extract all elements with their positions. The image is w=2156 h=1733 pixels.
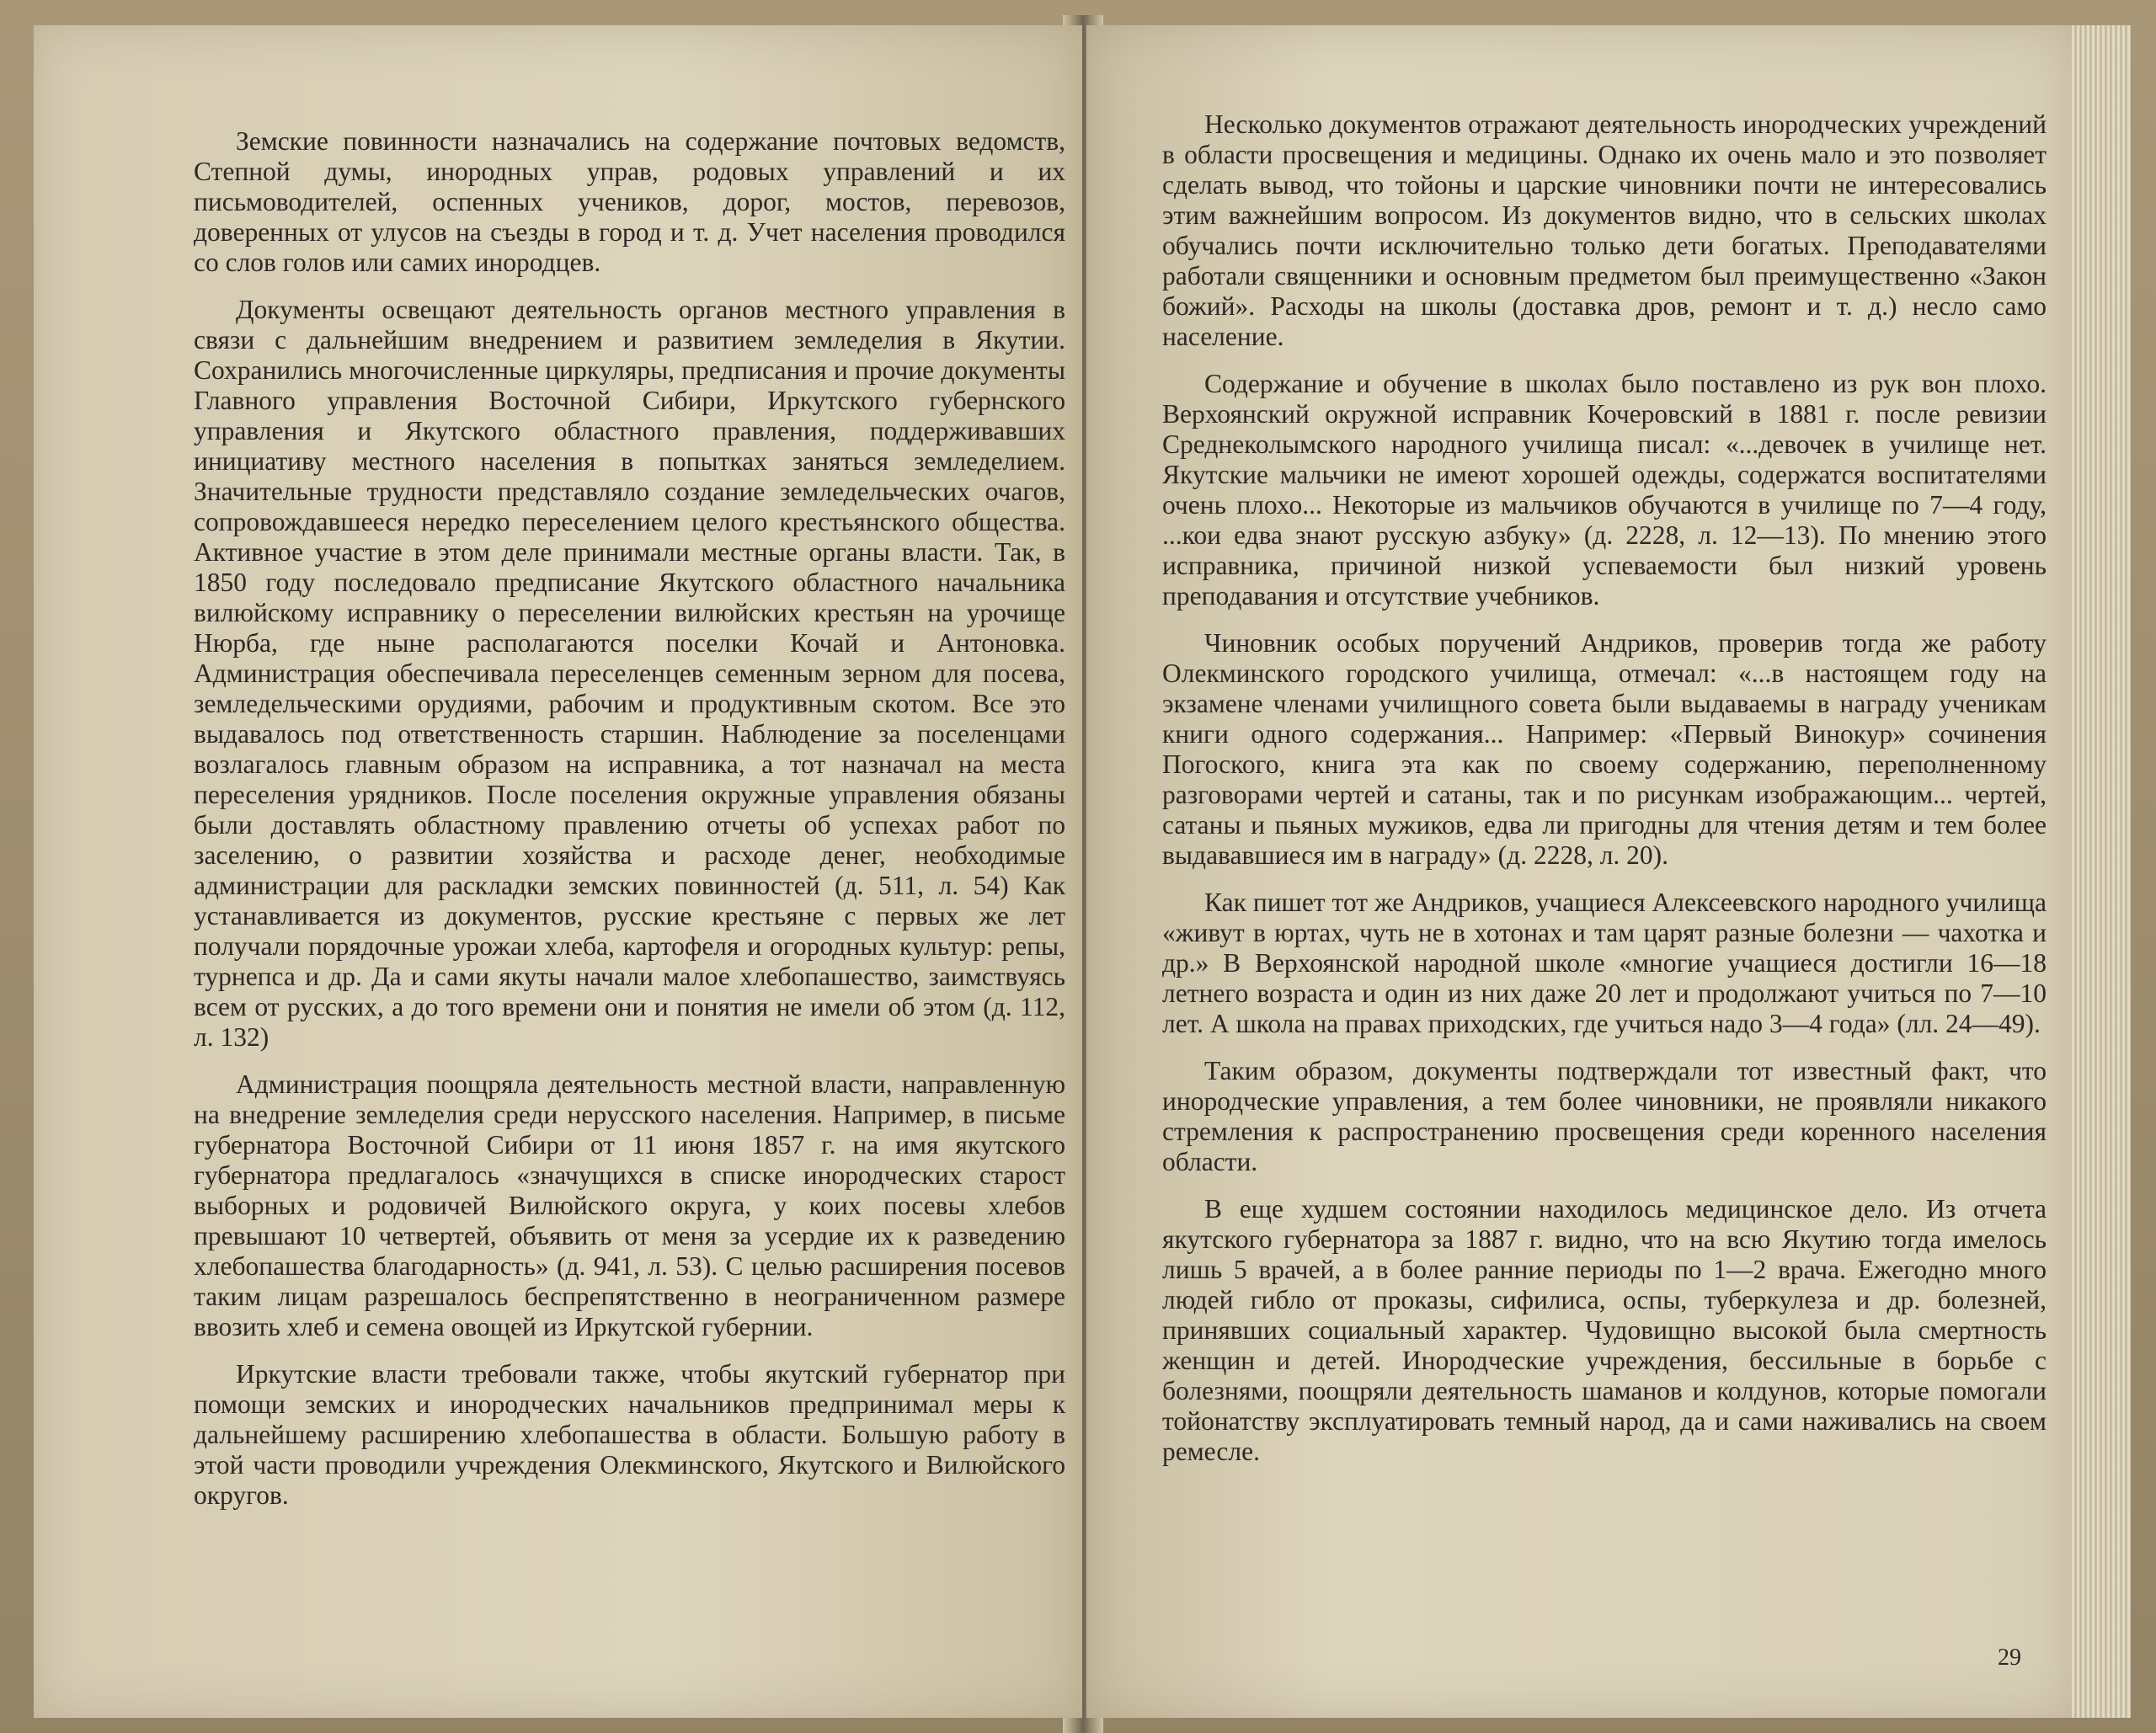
right-page (1086, 25, 2072, 1718)
paragraph: Документы освещают деятельность органов местного управления в связи с дальнейшим внедрением и развитием земледелия в Якутии. Сохранились многочисленные циркуляры, предписания и прочие документы Главного управления Восточной Сибири, Иркутского губернского управления и Якутского областного правления, поддерживавших инициативу местного населения в попытках заняться земледелием. Значительные трудности представляло создание земледельческих очагов, сопровождавшееся нередко переселением целого крестьянского общества. Активное участие в этом деле принимали местные органы власти. Так, в 1850 году последовало предписание Якутского областного начальника вилюйскому исправнику о переселении вилюйских крестьян на урочище Нюрба, где ныне располагаются поселки Кочай и Антоновка. Администрация обеспечивала переселенцев семенным зерном для посева, земледельческими орудиями, рабочим и продуктивным скотом. Все это выдавалось под ответственность старшин. Наблюдение за поселенцами возлагалось главным образом на исправника, а тот назначал на места переселения урядников. После поселения окружные управления обязаны были доставлять областному правлению отчеты об успехах работ по заселению, о развитии хозяйства и расходе денег, необходимые администрации для раскладки земских повинностей (д. 511, л. 54) Как устанавливается из документов, русские крестьяне с первых же лет получали порядочные урожаи хлеба, картофеля и огородных культур: репы, турнепса и др. Да и сами якуты начали малое хлебопашество, заимствуясь всем от русских, а до того времени они и понятия не имели об этом (д. 112, л. 132) (194, 295, 1065, 1052)
paragraph: Земские повинности назначались на содержание почтовых ведомств, Степной думы, инородных управ, родовых управлений и их письмоводителей, оспенных учеников, дорог, мостов, перевозов, доверенных от улусов на съезды в город и т. д. Учет населения проводился со слов голов или самих инородцев. (194, 126, 1065, 277)
paragraph: Чиновник особых поручений Андриков, проверив тогда же работу Олекминского городского училища, отмечал: «...в настоящем году на экзамене членами училищного совета были выдаваемы в награду ученикам книги одного содержания... Например: «Первый Винокур» сочинения Погоского, книга эта как по своему содержанию, переполненному разговорами чертей и сатаны, так и по рисункам изображающим... чертей, сатаны и пьяных мужиков, едва ли пригодны для чтения детям и тем более выдававшиеся им в награду» (д. 2228, л. 20). (1162, 628, 2047, 870)
left-page (34, 25, 1082, 1718)
paragraph: Администрация поощряла деятельность местной власти, направленную на внедрение земледелия среди нерусского населения. Например, в письме губернатора Восточной Сибири от 11 июня 1857 г. на имя якутского губернатора предлагалось «значущихся в списке инородческих старост выборных и родовичей Вилюйского округа, у коих посевы хлебов превышают 10 четвертей, объявить от меня за усердие их к разведению хлебопашества благодарность» (д. 941, л. 53). С целью расширения посевов таким лицам разрешалось беспрепятственно в неограниченном размере ввозить хлеб и семена овощей из Иркутской губернии. (194, 1069, 1065, 1341)
paragraph: Как пишет тот же Андриков, учащиеся Алексеевского народного училища «живут в юртах, чуть не в хотонах и там царят разные болезни — чахотка и др.» В Верхоянской народной школе «многие учащиеся достигли 16—18 летнего возраста и один из них даже 20 лет и продолжают учиться по 7—10 лет. А школа на правах приходских, где учиться надо 3—4 года» (лл. 24—49). (1162, 888, 2047, 1038)
paragraph: Таким образом, документы подтверждали тот известный факт, что инородческие управления, а тем более чиновники, не проявляли никакого стремления к распространению просвещения среди коренного населения области. (1162, 1056, 2047, 1176)
right-page-text (1162, 109, 2047, 1484)
paragraph: Иркутские власти требовали также, чтобы якутский губернатор при помощи земских и инородческих начальников предпринимал меры к дальнейшему расширению хлебопашества в области. Большую работу в этой части проводили учреждения Олекминского, Якутского и Вилюйского округов. (194, 1359, 1065, 1510)
paragraph: Содержание и обучение в школах было поставлено из рук вон плохо. Верхоянский окружной исправник Кочеровский в 1881 г. после ревизии Среднеколымского народного училища писал: «...девочек в училище нет. Якутские мальчики не имеют хорошей одежды, содержатся воспитателями очень плохо... Некоторые из мальчиков обучаются в училище по 7—4 году, ...кои едва знают русскую азбуку» (д. 2228, л. 12—13). По мнению этого исправника, причиной низкой успеваемости был низкий уровень преподавания и отсутствие учебников. (1162, 369, 2047, 611)
paragraph: В еще худшем состоянии находилось медицинское дело. Из отчета якутского губернатора за 1887 г. видно, что на всю Якутию тогда имелось лишь 5 врачей, а в более ранние периоды по 1—2 врача. Ежегодно много людей гибло от проказы, сифилиса, оспы, туберкулеза и др. болезней, принявших социальный характер. Чудовищно высокой была смертность женщин и детей. Инородческие учреждения, бессильные в борьбе с болезнями, поощряли деятельность шаманов и колдунов, которые помогали тойонатству эксплуатировать темный народ, да и сами наживались на своем ремесле. (1162, 1194, 2047, 1466)
page-edges (2072, 25, 2131, 1718)
page-number: 29 (1998, 1645, 2021, 1671)
left-page-text (194, 126, 1065, 1528)
paragraph: Несколько документов отражают деятельность инородческих учреждений в области просвещения и медицины. Однако их очень мало и это позволяет сделать вывод, что тойоны и царские чиновники почти не интересовались этим важнейшим вопросом. Из документов видно, что в сельских школах обучались почти исключительно только дети богатых. Преподавателями работали священники и основным предметом был преимущественно «Закон божий». Расходы на школы (доставка дров, ремонт и т. д.) несло само население. (1162, 109, 2047, 351)
